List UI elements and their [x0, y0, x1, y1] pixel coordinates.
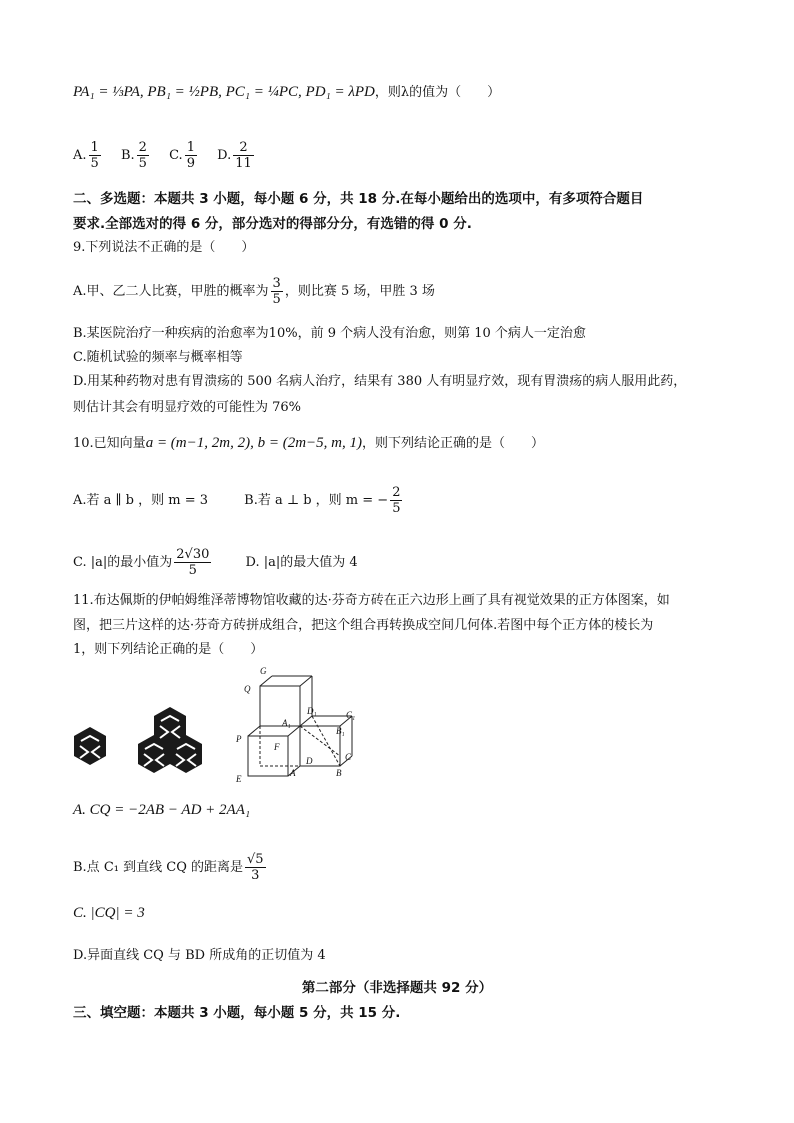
svg-text:Q: Q — [244, 684, 251, 694]
part2-title: 第二部分（非选择题共 92 分） — [301, 980, 493, 996]
section3-heading: 三、填空题：本题共 3 小题，每小题 5 分，共 15 分. — [73, 1005, 401, 1021]
q11-option-d: D.异面直线 CQ 与 BD 所成角的正切值为 4 — [73, 948, 326, 963]
svg-text:E: E — [236, 774, 242, 784]
tile-single-icon — [74, 727, 106, 765]
q8-option-a: A. $\frac{1}{5}$ — [73, 140, 99, 171]
svg-text:A₁: A₁ — [282, 718, 291, 728]
tile-triple-icon — [138, 707, 202, 773]
q10-option-b: B.若 a ⊥ b ，则 m = − $\frac{2}{5}$ — [244, 485, 401, 516]
svg-text:F: F — [274, 742, 280, 752]
q8-condition: PA₁ = ⅓PA, PB₁ = ½PB, PC₁ = ¼PC, PD₁ = λPD — [73, 84, 375, 100]
q11-option-c: C. |CQ| = 3 — [73, 905, 145, 921]
q11-stem-line2: 图，把三片这样的达·芬奇方砖拼成组合，把这个组合再转换成空间几何体.若图中每个正方体的棱长为 — [73, 618, 654, 633]
q8-condition-line — [73, 82, 500, 103]
q9-option-d-line1: D.用某种药物对患有胃溃疡的 500 名病人治疗，结果有 380 人有明显疗效，现有胃溃疡的病人服用此药， — [73, 374, 687, 389]
q9-option-a: A.甲、乙二人比赛，甲胜的概率为 $\frac{3}{5}$ ，则比赛 5 场，甲胜 3 场 — [73, 276, 435, 307]
q11-stem-line1: 11.布达佩斯的伊帕姆维泽蒂博物馆收藏的达·芬奇方砖在正六边形上画了具有视觉效果的正方体图案，如 — [73, 593, 670, 608]
q8-tail: ，则λ的值为（ ） — [374, 85, 501, 100]
section2-heading-line1: 二、多选题：本题共 3 小题，每小题 6 分，共 18 分.在每小题给出的选项中，有多项符合题目 — [73, 191, 644, 207]
svg-text:C₁: C₁ — [346, 710, 356, 720]
svg-text:B: B — [336, 768, 342, 778]
svg-text:P: P — [236, 734, 242, 744]
q10-option-d: D. |a|的最大值为 4 — [245, 555, 358, 570]
q9-option-c: C.随机试验的频率与概率相等 — [73, 350, 243, 365]
q9-stem: 9.下列说法不正确的是（ ） — [73, 240, 255, 255]
q8-option-d: D. $\frac{2}{11}$ — [217, 140, 252, 171]
svg-text:B₁: B₁ — [336, 726, 345, 736]
q10-stem: 10.已知向量a = (m−1, 2m, 2), b = (2m−5, m, 1)，则下列结论正确的是（ ） — [73, 435, 545, 451]
q11-option-b: B.点 C₁ 到直线 CQ 的距离是 $\frac{√5}{3}$ — [73, 852, 264, 883]
q10-option-a: A.若 a ∥ b ，则 m = 3 — [73, 493, 209, 508]
q10-options-cd — [73, 547, 372, 578]
svg-text:D₁: D₁ — [307, 706, 317, 716]
q9-option-b: B.某医院治疗一种疾病的治愈率为10%，前 9 个病人没有治愈，则第 10 个病人一定治愈 — [73, 326, 586, 341]
q8-option-b: B. $\frac{2}{5}$ — [120, 140, 147, 171]
q11-figure — [60, 664, 380, 788]
q8-option-c: C. $\frac{1}{9}$ — [169, 140, 195, 171]
q9-option-d-line2: 则估计其会有明显疗效的可能性为 76% — [73, 400, 302, 415]
svg-text:A: A — [290, 768, 296, 778]
section2-heading-line2: 要求.全部选对的得 6 分，部分选对的得部分分，有选错的得 0 分. — [73, 216, 472, 232]
svg-text:G: G — [260, 666, 267, 676]
svg-text:D: D — [306, 756, 313, 766]
q11-stem-line3: 1，则下列结论正确的是（ ） — [73, 642, 264, 657]
q10-vectors: a = (m−1, 2m, 2), b = (2m−5, m, 1) — [145, 435, 362, 451]
q8-options — [73, 140, 270, 171]
q11-option-a: A. CQ = −2AB − AD + 2AA₁ — [73, 802, 251, 818]
svg-text:C: C — [345, 752, 352, 762]
q10-option-c: C. |a|的最小值为 $\frac{2√30}{5}$ — [73, 547, 210, 578]
q10-options-ab — [73, 485, 418, 516]
